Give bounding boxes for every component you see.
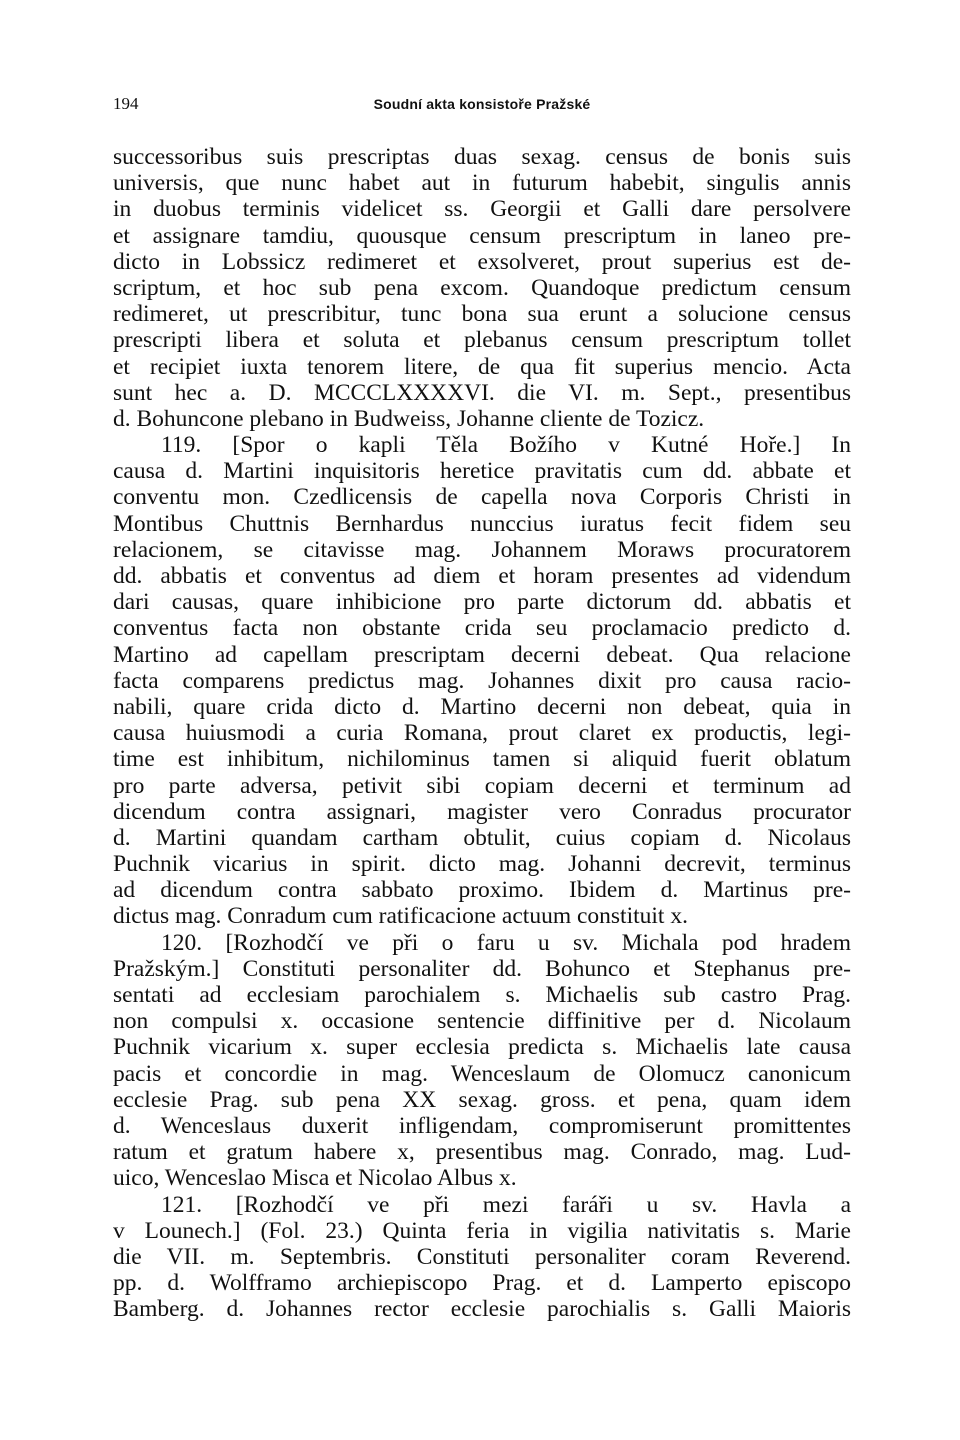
text-line: dd. abbatis et conventus ad diem et horam presentes ad videndum (113, 563, 851, 589)
text-line: Puchnik vicarium x. super ecclesia predicta s. Michaelis late causa (113, 1034, 851, 1061)
text-line: time est inhibitum, nichilominus tamen si aliquid fuerit oblatum (113, 746, 851, 773)
text-line: Martino ad capellam prescriptam decerni debeat. Qua relacione (113, 641, 851, 668)
text-line: ecclesie Prag. sub pena XX sexag. gross. et pena, quam idem (113, 1086, 851, 1113)
text-line: pp. d. Wolfframo archiepiscopo Prag. et d. Lamperto episcopo (113, 1270, 851, 1297)
body-text (113, 144, 851, 1322)
text-line: Bamberg. d. Johannes rector ecclesie parochialis s. Galli Maioris (113, 1296, 851, 1323)
text-line: Montibus Chuttnis Bernhardus nunccius iuratus fecit fidem seu (113, 510, 851, 537)
entry-heading-line: 120. [Rozhodčí ve při o faru u sv. Michala pod hradem (161, 929, 851, 956)
text-line: pacis et concordie in mag. Wenceslaum de Olomucz canonicum (113, 1060, 851, 1087)
text-line: successoribus suis prescriptas duas sexag. census de bonis suis (113, 144, 851, 170)
text-line: dari causas, quare inhibicione pro parte dictorum dd. abbatis et (113, 589, 851, 616)
text-line: sentati ad ecclesiam parochialem s. Michaelis sub castro Prag. (113, 982, 851, 1008)
text-line: in duobus terminis videlicet ss. Georgii et Galli dare persolvere (113, 196, 851, 223)
text-line: redimeret, ut prescribitur, tunc bona sua erunt a solucione census (113, 301, 851, 328)
text-line: d. Wenceslaus duxerit infligendam, compromiserunt promittentes (113, 1112, 851, 1139)
page-number: 194 (113, 94, 139, 113)
text-line: uico, Wenceslao Misca et Nicolao Albus x. (113, 1165, 517, 1192)
text-line: nabili, quare crida dicto d. Martino decerni non debeat, quia in (113, 693, 851, 720)
text-line: ad dicendum contra sabbato proximo. Ibidem d. Martinus pre- (113, 877, 851, 904)
text-line: universis, que nunc habet aut in futurum habebit, singulis annis (113, 170, 851, 197)
entry-heading-line: 119. [Spor o kapli Těla Božího v Kutné Hoře.] In (161, 432, 851, 459)
text-line: conventu mon. Czedlicensis de capella nova Corporis Christi in (113, 484, 851, 511)
text-line: die VII. m. Septembris. Constituti personaliter coram Reverend. (113, 1243, 851, 1270)
text-line: conventus facta non obstante crida seu proclamacio predicto d. (113, 615, 851, 642)
text-line: causa huiusmodi a curia Romana, prout claret ex productis, legi- (113, 720, 851, 747)
text-line: relacionem, se citavisse mag. Johannem Moraws procuratorem (113, 536, 851, 563)
text-line: d. Bohuncone plebano in Budweiss, Johanne cliente de Tozicz. (113, 405, 705, 432)
text-line: pro parte adversa, petivit sibi copiam decerni et terminum ad (113, 772, 851, 799)
page (113, 92, 851, 1322)
text-line: dicendum contra assignari, magister vero Conradus procurator (113, 798, 851, 825)
text-line: ratum et gratum habere x, presentibus mag. Conrado, mag. Lud- (113, 1139, 851, 1166)
text-line: non compulsi x. occasione sentencie diffinitive per d. Nicolaum (113, 1008, 851, 1035)
running-title: Soudní akta konsistoře Pražské (373, 96, 591, 112)
text-line: scriptum, et hoc sub pena excom. Quandoque predictum censum (113, 274, 851, 301)
text-line: sunt hec a. D. MCCCLXXXXVI. die VI. m. Sept., presentibus (113, 379, 851, 406)
text-line: dictus mag. Conradum cum ratificacione actuum constituit x. (113, 903, 688, 930)
text-line: v Lounech.] (Fol. 23.) Quinta feria in vigilia nativitatis s. Marie (113, 1217, 851, 1244)
text-line: causa d. Martini inquisitoris heretice pravitatis cum dd. abbate et (113, 458, 851, 485)
text-line: d. Martini quandam cartham obtulit, cuius copiam d. Nicolaus (113, 824, 851, 851)
text-line: prescripti libera et soluta et plebanus censum prescriptum tollet (113, 327, 851, 354)
text-line: Puchnik vicarius in spirit. dicto mag. Johanni decrevit, terminus (113, 851, 851, 878)
text-line: et assignare tamdiu, quousque censum prescriptum in laneo pre- (113, 222, 851, 249)
text-line: et recipiet iuxta tenorem litere, de qua fit superius mencio. Acta (113, 353, 851, 380)
text-line: facta comparens predictus mag. Johannes dixit pro causa racio- (113, 667, 851, 694)
text-line: Pražským.] Constituti personaliter dd. Bohunco et Stephanus pre- (113, 955, 851, 982)
text-line: dicto in Lobssicz redimeret et exsolveret, prout superius est de- (113, 248, 851, 275)
running-head (113, 92, 851, 116)
entry-heading-line: 121. [Rozhodčí ve při mezi faráři u sv. Havla a (161, 1191, 851, 1218)
